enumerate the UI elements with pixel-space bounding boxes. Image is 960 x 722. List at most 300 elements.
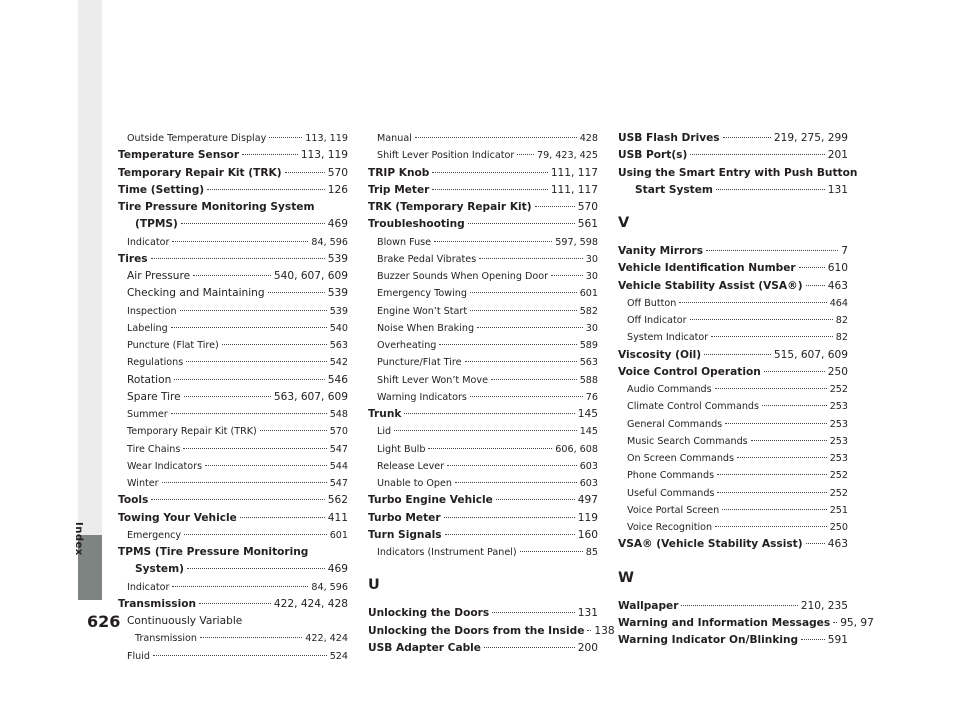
index-page-refs: 428 [579, 133, 598, 144]
dot-leader [690, 319, 833, 320]
index-page-refs: 570 [577, 201, 598, 213]
index-entry [368, 475, 598, 492]
index-entry [118, 268, 348, 285]
index-entry [368, 544, 598, 561]
index-term: Off Button [627, 297, 677, 309]
index-term: Shift Lever Won’t Move [377, 374, 488, 386]
index-term: Tires [118, 252, 148, 265]
index-term: Wear Indicators [127, 460, 203, 472]
index-entry [368, 389, 598, 406]
index-page-refs: 126 [327, 183, 348, 196]
index-term: Wallpaper [618, 599, 679, 612]
index-page-refs: 591 [827, 634, 848, 646]
index-entry [368, 216, 598, 233]
index-page-refs: 548 [329, 409, 348, 420]
index-term: USB Port(s) [618, 149, 688, 162]
index-entry [118, 337, 348, 354]
index-term: Summer [127, 409, 168, 420]
index-term: Checking and Maintaining [127, 287, 265, 300]
index-entry [118, 510, 348, 527]
index-page-refs: 250 [827, 365, 848, 378]
dot-leader [447, 465, 577, 466]
index-entry [118, 441, 348, 458]
index-term: Puncture/Flat Tire [377, 357, 462, 369]
index-term: Indicators (Instrument Panel) [377, 547, 517, 558]
index-page-refs: 603 [579, 478, 598, 489]
index-page-refs: 563 [579, 357, 598, 369]
index-term: Light Bulb [377, 443, 426, 455]
index-entry [118, 561, 348, 578]
index-page-refs: 411 [327, 511, 348, 524]
dot-leader [722, 509, 827, 510]
dot-leader [762, 405, 827, 406]
index-term: Audio Commands [627, 384, 712, 395]
index-entry [118, 648, 348, 665]
index-entry [118, 165, 348, 182]
dot-leader [715, 388, 827, 389]
dot-leader [806, 543, 825, 544]
dot-leader [477, 327, 583, 328]
index-entry [118, 527, 348, 544]
index-term: Warning Indicator On/Blinking [618, 634, 799, 646]
index-entry [368, 458, 598, 475]
index-term: Rotation [127, 373, 172, 386]
index-entry [118, 130, 348, 147]
index-entry [118, 492, 348, 509]
index-page-refs: 131 [577, 607, 598, 620]
index-term: Warning Indicators [377, 391, 467, 403]
index-entry [618, 450, 848, 467]
dot-leader [183, 448, 326, 449]
index-page-refs: 30 [585, 253, 598, 265]
index-term: Inspection [127, 305, 177, 317]
index-page-refs: 201 [827, 149, 848, 162]
index-page-refs: 497 [577, 494, 598, 507]
dot-leader [184, 534, 327, 535]
dot-leader [587, 630, 591, 631]
index-entry [618, 130, 848, 147]
index-entry [118, 423, 348, 440]
index-entry [618, 519, 848, 536]
index-term: Troubleshooting [368, 218, 465, 231]
index-entry [368, 285, 598, 302]
index-term: Music Search Commands [627, 435, 748, 447]
index-entry [118, 579, 348, 596]
index-page-refs: 219, 275, 299 [773, 132, 848, 144]
dot-leader [751, 440, 827, 441]
index-page-refs: 561 [577, 218, 598, 231]
dot-leader [484, 647, 575, 648]
dot-leader [285, 172, 325, 173]
index-term: TRIP Knob [368, 166, 430, 179]
dot-leader [492, 612, 575, 613]
index-entry [618, 632, 848, 649]
dot-leader [715, 526, 827, 527]
dot-leader [716, 189, 825, 190]
index-term: On Screen Commands [627, 453, 735, 464]
dot-leader [151, 258, 325, 259]
index-page-refs: 253 [829, 401, 848, 413]
index-page-refs: 145 [577, 408, 598, 420]
dot-leader [445, 534, 575, 535]
index-page-refs: 113, 119 [305, 133, 348, 144]
index-entry [368, 354, 598, 371]
index-term: Off Indicator [627, 315, 687, 326]
index-term: Fluid [127, 650, 151, 662]
dot-leader [171, 413, 327, 414]
index-entry [368, 234, 598, 251]
index-entry [368, 527, 598, 544]
index-page-refs: 464 [829, 297, 848, 309]
index-term: Winter [127, 478, 159, 489]
dot-leader [172, 586, 308, 587]
dot-leader [468, 223, 575, 224]
index-entry [368, 251, 598, 268]
dot-leader [737, 457, 827, 458]
dot-leader [455, 482, 577, 483]
index-term: Brake Pedal Vibrates [377, 253, 477, 265]
index-term: System) [135, 563, 184, 576]
index-page-refs: 160 [577, 528, 598, 541]
index-term: USB Adapter Cable [368, 641, 481, 654]
index-entry [368, 199, 598, 216]
index-entry [368, 130, 598, 147]
index-page-refs: 79, 423, 425 [536, 150, 598, 162]
index-term: Voice Control Operation [618, 365, 761, 378]
dot-leader [711, 336, 833, 337]
dot-leader [806, 285, 825, 286]
index-entry-lead: Tire Pressure Monitoring System [118, 201, 315, 213]
index-entry [368, 492, 598, 509]
dot-leader [717, 492, 826, 493]
dot-leader [470, 396, 583, 397]
dot-leader [184, 396, 271, 397]
index-entry [618, 295, 848, 312]
index-entry [118, 389, 348, 406]
dot-leader [535, 206, 575, 207]
index-entry [368, 372, 598, 389]
dot-leader [479, 258, 583, 259]
index-page-refs: 252 [829, 384, 848, 395]
index-page-refs: 111, 117 [550, 166, 598, 179]
dot-leader [520, 551, 583, 552]
index-term: Warning and Information Messages [618, 616, 831, 629]
index-page-refs: 30 [585, 322, 598, 334]
index-term: Unlocking the Doors from the Inside [368, 624, 585, 637]
dot-leader [470, 292, 577, 293]
index-term: Puncture (Flat Tire) [127, 340, 219, 351]
index-term: Start System [635, 183, 713, 196]
index-page-refs: 422, 424, 428 [273, 597, 348, 610]
dot-leader [171, 327, 327, 328]
index-entry [368, 423, 598, 440]
dot-leader [162, 482, 327, 483]
index-term: Release Lever [377, 460, 445, 472]
index-page-refs: 131 [827, 183, 848, 196]
index-entry-lead: TPMS (Tire Pressure Monitoring [118, 546, 309, 558]
index-page-refs: 111, 117 [550, 183, 598, 196]
index-page-refs: 606, 608 [555, 443, 598, 455]
index-term: Transmission [118, 597, 197, 610]
index-page-refs: 7 [841, 245, 848, 257]
index-entry [118, 216, 348, 233]
index-entry [118, 251, 348, 268]
index-column-2 [368, 130, 615, 657]
dot-leader [153, 655, 327, 656]
index-page-refs: 463 [827, 279, 848, 292]
index-entry [368, 640, 598, 657]
dot-leader [517, 154, 534, 155]
index-column-1 [118, 130, 348, 665]
index-side-tab [78, 0, 102, 600]
side-tab-label: Index [73, 522, 84, 556]
dot-leader [172, 241, 308, 242]
index-entry [618, 364, 848, 381]
index-entry [368, 441, 598, 458]
dot-leader [180, 310, 327, 311]
dot-leader [394, 430, 577, 431]
index-entry [618, 536, 848, 553]
index-term: Tire Chains [127, 443, 181, 455]
index-entry [618, 615, 874, 632]
dot-leader [679, 302, 826, 303]
index-page-refs: 253 [829, 418, 848, 430]
index-entry [118, 234, 348, 251]
index-entry [618, 147, 848, 164]
index-entry [618, 398, 848, 415]
dot-leader [151, 499, 324, 500]
dot-leader [207, 189, 325, 190]
dot-leader [242, 154, 298, 155]
index-page-refs: 463 [827, 538, 848, 551]
index-entry [618, 278, 848, 295]
index-page-refs: 422, 424 [305, 633, 348, 645]
dot-leader [434, 241, 552, 242]
dot-leader [717, 474, 827, 475]
dot-leader [181, 223, 325, 224]
index-page-refs: 539 [327, 252, 348, 265]
index-page-refs: 138 [594, 624, 615, 637]
dot-leader [764, 371, 825, 372]
dot-leader [491, 379, 577, 380]
dot-leader [428, 448, 552, 449]
index-page-refs: 524 [329, 650, 348, 662]
dot-leader [690, 154, 824, 155]
index-term: Voice Recognition [627, 522, 713, 533]
index-term: Vehicle Identification Number [618, 262, 796, 275]
index-term: USB Flash Drives [618, 132, 720, 144]
index-term: Vanity Mirrors [618, 245, 704, 257]
dot-leader [725, 423, 827, 424]
index-term: TRK (Temporary Repair Kit) [368, 201, 532, 213]
index-term: Turn Signals [368, 528, 442, 541]
index-page-refs: 253 [829, 453, 848, 464]
index-entry [368, 510, 598, 527]
index-page-refs: 540 [329, 322, 348, 334]
index-page-refs: 539 [327, 287, 348, 300]
index-page-refs: 570 [327, 166, 348, 179]
index-term: Useful Commands [627, 487, 715, 499]
section-letter-v: V [618, 215, 630, 231]
section-letter-w: W [618, 569, 634, 586]
index-page-refs: 539 [329, 305, 348, 317]
dot-leader [240, 517, 325, 518]
index-term: Unlocking the Doors [368, 607, 490, 620]
dot-leader [551, 275, 583, 276]
index-entry [618, 243, 848, 260]
index-term: Temporary Repair Kit (TRK) [118, 166, 282, 179]
index-page-refs: 547 [329, 478, 348, 489]
dot-leader [404, 413, 574, 414]
index-page-refs: 589 [579, 340, 598, 351]
page-number: 626 [87, 612, 121, 631]
index-page-refs: 601 [329, 529, 348, 541]
index-page-refs: 597, 598 [555, 236, 598, 248]
index-entry [368, 320, 598, 337]
dot-leader [174, 379, 324, 380]
index-page-refs: 82 [835, 332, 848, 344]
index-term: Vehicle Stability Assist (VSA®) [618, 279, 803, 292]
dot-leader [681, 605, 797, 606]
index-page-refs: 85 [585, 547, 598, 558]
index-term: Transmission [135, 633, 197, 645]
index-term: Lid [377, 426, 392, 438]
index-column-3 [618, 130, 874, 649]
index-page-refs: 544 [329, 460, 348, 472]
index-term: Viscosity (Oil) [618, 348, 702, 361]
index-page-refs: 95, 97 [840, 616, 874, 629]
dot-leader [432, 172, 547, 173]
dot-leader [465, 361, 577, 362]
dot-leader [801, 639, 825, 640]
index-page-refs: 76 [585, 391, 598, 403]
index-page-refs: 251 [829, 504, 848, 516]
index-term: Temperature Sensor [118, 149, 240, 162]
index-term: Turbo Engine Vehicle [368, 494, 493, 507]
index-page-refs: 250 [829, 522, 848, 533]
index-entry [618, 485, 848, 502]
dot-leader [260, 430, 327, 431]
index-entry [118, 182, 348, 199]
index-page-refs: 84, 596 [311, 236, 348, 248]
index-entry [118, 475, 348, 492]
dot-leader [269, 137, 302, 138]
dot-leader [205, 465, 327, 466]
index-entry [368, 605, 598, 622]
index-entry [618, 329, 848, 346]
index-page-refs: 563 [329, 340, 348, 351]
index-page-refs: 84, 596 [311, 581, 348, 593]
index-entry [118, 596, 348, 613]
index-page-refs: 542 [329, 357, 348, 369]
index-entry [618, 260, 848, 277]
index-term: Emergency [127, 529, 182, 541]
index-term: Engine Won’t Start [377, 305, 468, 317]
index-term: Outside Temperature Display [127, 133, 267, 144]
index-term: Labeling [127, 322, 168, 334]
index-entry [618, 347, 848, 364]
index-term: Trip Meter [368, 183, 430, 196]
index-entry [118, 285, 348, 302]
index-entry [368, 303, 598, 320]
index-entry-lead: Using the Smart Entry with Push Button [618, 166, 858, 179]
index-entry [118, 303, 348, 320]
index-page-refs: 252 [829, 487, 848, 499]
index-page-refs: 601 [579, 288, 598, 300]
index-page-refs: 82 [835, 315, 848, 326]
index-page-refs: 469 [327, 218, 348, 231]
index-term: Tools [118, 494, 149, 507]
index-term: Overheating [377, 340, 437, 351]
index-page-refs: 588 [579, 374, 598, 386]
dot-leader [187, 568, 325, 569]
dot-leader [706, 250, 838, 251]
index-term: Shift Lever Position Indicator [377, 150, 515, 162]
index-page-refs: 547 [329, 443, 348, 455]
index-term: (TPMS) [135, 218, 178, 231]
index-entry [368, 182, 598, 199]
index-page-refs: 515, 607, 609 [773, 348, 848, 361]
dot-leader [186, 361, 326, 362]
index-term: System Indicator [627, 332, 709, 344]
index-page-refs: 113, 119 [300, 149, 348, 162]
index-entry [368, 337, 598, 354]
dot-leader [723, 137, 771, 138]
index-entry [618, 467, 848, 484]
index-entry [368, 165, 598, 182]
index-page-refs: 582 [579, 305, 598, 317]
index-entry [118, 372, 348, 389]
index-entry [118, 320, 348, 337]
index-page-refs: 603 [579, 460, 598, 472]
dot-leader [704, 354, 771, 355]
index-entry [118, 630, 348, 647]
index-entry [618, 312, 848, 329]
index-entry [368, 268, 598, 285]
dot-leader [268, 292, 325, 293]
dot-leader [199, 603, 271, 604]
index-entry-lead: Continuously Variable [127, 615, 243, 627]
index-entry [618, 502, 848, 519]
index-entry [618, 416, 848, 433]
index-entry [368, 147, 598, 164]
index-page-refs: 253 [829, 435, 848, 447]
index-term: General Commands [627, 418, 723, 430]
index-entry [118, 458, 348, 475]
index-term: Voice Portal Screen [627, 504, 720, 516]
index-term: Blown Fuse [377, 236, 432, 248]
index-page-refs: 540, 607, 609 [273, 270, 348, 282]
dot-leader [415, 137, 577, 138]
index-term: Temporary Repair Kit (TRK) [127, 426, 257, 438]
index-page-refs: 562 [327, 494, 348, 507]
index-entry [618, 381, 848, 398]
index-term: Towing Your Vehicle [118, 511, 237, 524]
index-term: Trunk [368, 408, 402, 420]
index-term: Climate Control Commands [627, 401, 760, 413]
index-entry [618, 182, 848, 199]
dot-leader [799, 267, 825, 268]
index-term: Manual [377, 133, 412, 144]
index-term: Buzzer Sounds When Opening Door [377, 271, 549, 282]
dot-leader [222, 344, 327, 345]
dot-leader [444, 517, 575, 518]
dot-leader [496, 499, 575, 500]
index-page-refs: 200 [577, 641, 598, 654]
index-entry [118, 354, 348, 371]
index-entry [118, 147, 348, 164]
index-term: Phone Commands [627, 470, 715, 482]
